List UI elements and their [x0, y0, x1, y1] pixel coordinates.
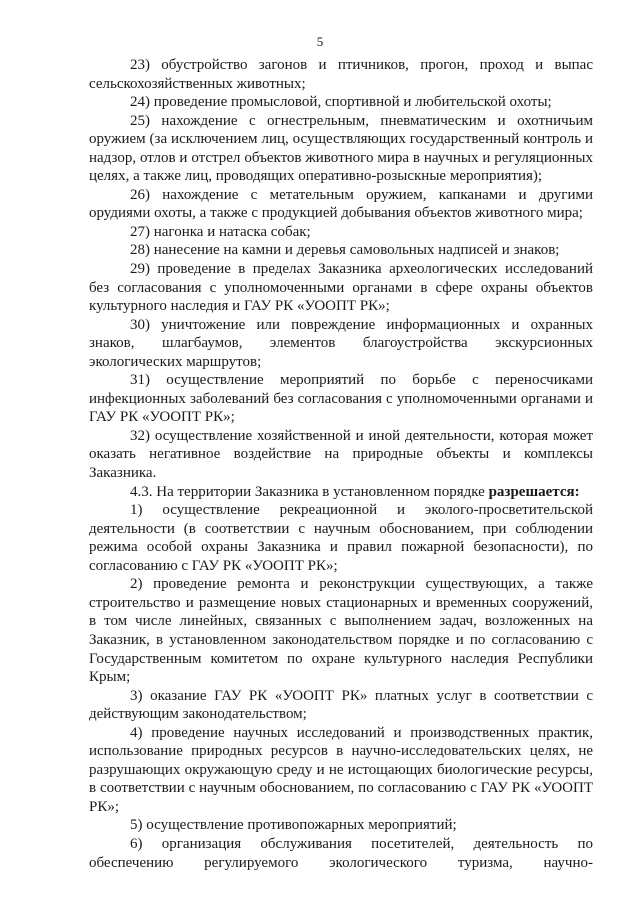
- prohibition-item-25: 25) нахождение с огнестрельным, пневматическим и охотничьим оружием (за исключением лиц, осуществляющих государственный контроль и надзор, отлов и отстрел объектов животного мира в научных и регуляционных целях, а также лиц, проводящих оперативно-розыскные мероприятия);: [89, 112, 593, 185]
- document-body: [89, 56, 593, 872]
- section-4-3-heading: [89, 483, 593, 502]
- permitted-item-3: 3) оказание ГАУ РК «УООПТ РК» платных услуг в соответствии с действующим законодательством;: [89, 687, 593, 723]
- prohibition-item-26: 26) нахождение с метательным оружием, капканами и другими орудиями охоты, а также с продукцией добывания объектов животного мира;: [89, 186, 593, 222]
- permitted-item-2: 2) проведение ремонта и реконструкции существующих, а также строительство и размещение новых стационарных и временных сооружений, в том числе линейных, связанных с выполнением задач, возложенных на Заказник, в установленном законодательством порядке и по согласованию с Государственным комитетом по охране культурного наследия Республики Крым;: [89, 576, 593, 686]
- prohibition-item-28: 28) нанесение на камни и деревья самовольных надписей и знаков;: [130, 242, 560, 259]
- permitted-item-4: 4) проведение научных исследований и производственных практик, использование природных ресурсов в научно-исследовательских целях, не разрушающих окружающую среду и не истощающих биологические ресурсы, в соответствии с научным обоснованием, по согласованию с ГАУ РК «УООПТ РК»;: [89, 724, 593, 815]
- prohibition-item-29: 29) проведение в пределах Заказника археологических исследований без согласования с уполномоченными органами в сфере охраны объектов культурного наследия и ГАУ РК «УООПТ РК»;: [89, 261, 593, 315]
- section-4-3-permitted: разрешается:: [488, 483, 580, 500]
- prohibition-item-32: 32) осуществление хозяйственной и иной деятельности, которая может оказать негативное воздействие на природные объекты и комплексы Заказника.: [89, 427, 593, 482]
- prohibition-item-31: 31) осуществление мероприятий по борьбе с переносчиками инфекционных заболеваний без согласования с уполномоченными органами и ГАУ РК «УООПТ РК»;: [89, 372, 593, 426]
- prohibition-item-24: 24) проведение промысловой, спортивной и любительской охоты;: [130, 94, 552, 111]
- prohibition-item-23: 23) обустройство загонов и птичников, прогон, проход и выпас сельскохозяйственных животных;: [89, 57, 593, 92]
- section-4-3-lead: 4.3. На территории Заказника в установленном порядке: [130, 483, 489, 500]
- permitted-item-1: 1) осуществление рекреационной и эколого-просветительской деятельности (в соответствии с научным обоснованием, при соблюдении режима особой охраны Заказника и правил пожарной безопасности), по согласованию с ГАУ РК «УООПТ РК»;: [89, 502, 593, 574]
- permitted-item-6: 6) организация обслуживания посетителей, деятельность по обеспечению регулируемого экологического туризма, научно-: [89, 835, 593, 871]
- prohibition-item-27: 27) нагонка и натаска собак;: [130, 223, 311, 240]
- permitted-item-5: 5) осуществление противопожарных мероприятий;: [130, 817, 457, 834]
- prohibition-item-30: 30) уничтожение или повреждение информационных и охранных знаков, шлагбаумов, элементов благоустройства экскурсионных экологических маршрутов;: [89, 316, 593, 370]
- page-number: 5: [316, 34, 324, 49]
